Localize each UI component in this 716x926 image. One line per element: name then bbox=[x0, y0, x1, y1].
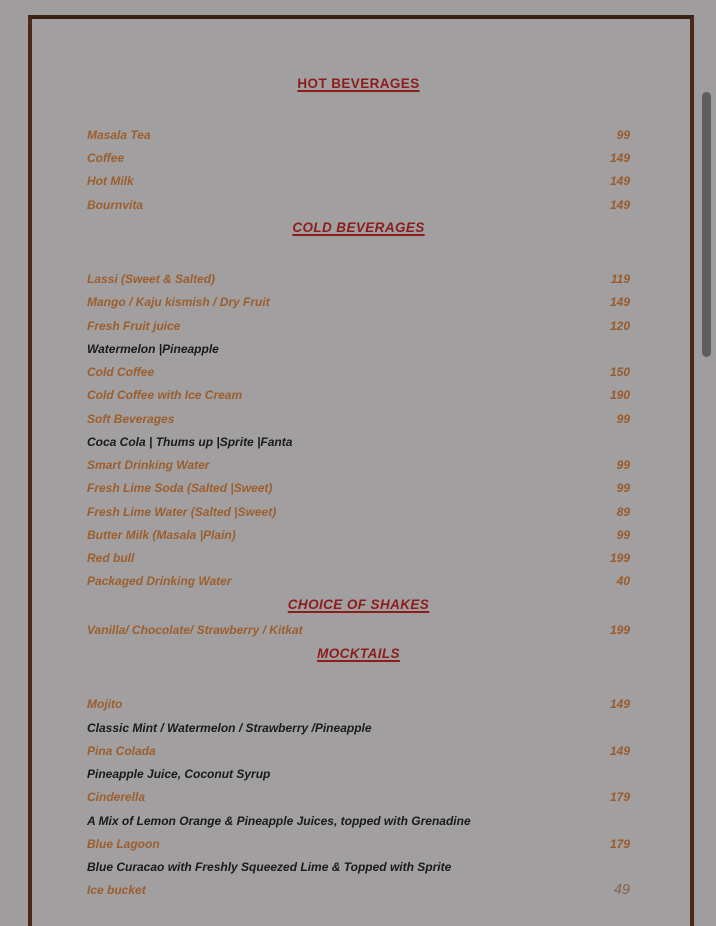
menu-item-row bbox=[87, 786, 630, 809]
menu-item-price: 190 bbox=[609, 388, 630, 403]
menu-item-name: Hot Milk bbox=[87, 174, 134, 189]
menu-item-name: Masala Tea bbox=[87, 127, 151, 142]
menu-item-row bbox=[87, 291, 630, 314]
menu-note-text: A Mix of Lemon Orange & Pineapple Juices, topped with Grenadine bbox=[87, 813, 471, 828]
menu-note-row bbox=[87, 763, 630, 786]
menu-item-name: Soft Beverages bbox=[87, 411, 175, 426]
menu-item-price: 149 bbox=[609, 151, 630, 166]
menu-item-name: Coffee bbox=[87, 151, 125, 166]
menu-item-row bbox=[87, 268, 630, 291]
menu-item-name: Vanilla/ Chocolate/ Strawberry / Kitkat bbox=[87, 622, 303, 637]
menu-item-row bbox=[87, 361, 630, 384]
menu-item-price: 179 bbox=[609, 790, 630, 805]
menu-item-row bbox=[87, 523, 630, 546]
menu-item-price: 99 bbox=[616, 527, 630, 542]
menu-note-text: Pineapple Juice, Coconut Syrup bbox=[87, 767, 271, 782]
menu-item-price: 150 bbox=[609, 365, 630, 380]
menu-item-row bbox=[87, 407, 630, 430]
menu-item-price: 149 bbox=[609, 197, 630, 212]
menu-sections bbox=[87, 72, 630, 902]
menu-item-name: Red bull bbox=[87, 551, 135, 566]
menu-item-row bbox=[87, 832, 630, 855]
menu-note-text: Blue Curacao with Freshly Squeezed Lime & Topped with Sprite bbox=[87, 860, 452, 875]
section-title-cold-beverages: COLD BEVERAGES bbox=[292, 220, 425, 236]
menu-item-name: Cinderella bbox=[87, 790, 146, 805]
menu-item-price: 49 bbox=[613, 882, 630, 899]
menu-note-row bbox=[87, 856, 630, 879]
menu-item-price: 119 bbox=[610, 272, 630, 287]
menu-item-price: 99 bbox=[616, 481, 630, 496]
menu-item-price: 199 bbox=[609, 622, 630, 637]
menu-item-row bbox=[87, 693, 630, 716]
menu-note-row bbox=[87, 430, 630, 453]
menu-item-name: Fresh Fruit juice bbox=[87, 318, 181, 333]
menu-item-name: Bournvita bbox=[87, 197, 144, 212]
menu-item-name: Smart Drinking Water bbox=[87, 458, 210, 473]
menu-item-row bbox=[87, 147, 630, 170]
menu-item-row bbox=[87, 170, 630, 193]
menu-item-row bbox=[87, 739, 630, 762]
menu-note-text: Classic Mint / Watermelon / Strawberry /Pineapple bbox=[87, 720, 372, 735]
menu-item-price: 89 bbox=[616, 504, 630, 519]
menu-item-row bbox=[87, 314, 630, 337]
menu-item-row bbox=[87, 477, 630, 500]
menu-item-price: 99 bbox=[616, 127, 630, 142]
scrollbar-thumb[interactable] bbox=[702, 92, 711, 357]
menu-item-price: 40 bbox=[616, 574, 630, 589]
menu-item-row bbox=[87, 618, 630, 641]
menu-page bbox=[28, 15, 694, 926]
section-title-mocktails: MOCKTAILS bbox=[317, 645, 400, 661]
menu-item-name: Pina Colada bbox=[87, 743, 156, 758]
menu-note-text: Coca Cola | Thums up |Sprite |Fanta bbox=[87, 434, 293, 449]
menu-item-price: 149 bbox=[609, 697, 630, 712]
menu-note-row bbox=[87, 716, 630, 739]
menu-item-name: Packaged Drinking Water bbox=[87, 574, 232, 589]
section-title-choice-of-shakes: CHOICE OF SHAKES bbox=[287, 597, 430, 613]
menu-note-text: Watermelon |Pineapple bbox=[87, 341, 219, 356]
menu-item-name: Fresh Lime Water (Salted |Sweet) bbox=[87, 504, 277, 519]
menu-item-name: Cold Coffee with Ice Cream bbox=[87, 388, 243, 403]
menu-item-name: Mojito bbox=[87, 697, 123, 712]
menu-item-row bbox=[87, 500, 630, 523]
menu-item-name: Lassi (Sweet & Salted) bbox=[87, 272, 216, 287]
menu-item-name: Blue Lagoon bbox=[87, 836, 160, 851]
menu-item-price: 149 bbox=[609, 743, 630, 758]
menu-item-price: 99 bbox=[616, 411, 630, 426]
menu-item-name: Mango / Kaju kismish / Dry Fruit bbox=[87, 295, 270, 310]
menu-item-row bbox=[87, 454, 630, 477]
menu-item-price: 149 bbox=[609, 295, 630, 310]
menu-item-row bbox=[87, 384, 630, 407]
menu-item-price: 99 bbox=[616, 458, 630, 473]
menu-item-name: Ice bucket bbox=[87, 883, 146, 898]
menu-item-price: 179 bbox=[609, 836, 630, 851]
menu-item-price: 149 bbox=[609, 174, 630, 189]
menu-item-row bbox=[87, 547, 630, 570]
menu-item-row bbox=[87, 879, 630, 902]
menu-item-name: Fresh Lime Soda (Salted |Sweet) bbox=[87, 481, 273, 496]
menu-item-row bbox=[87, 123, 630, 146]
menu-item-name: Butter Milk (Masala |Plain) bbox=[87, 527, 236, 542]
section-title-hot-beverages: HOT BEVERAGES bbox=[297, 76, 420, 92]
menu-note-row bbox=[87, 337, 630, 360]
menu-item-row bbox=[87, 570, 630, 593]
menu-item-row bbox=[87, 193, 630, 216]
menu-item-price: 120 bbox=[609, 318, 630, 333]
menu-note-row bbox=[87, 809, 630, 832]
menu-item-name: Cold Coffee bbox=[87, 365, 155, 380]
menu-item-price: 199 bbox=[609, 551, 630, 566]
